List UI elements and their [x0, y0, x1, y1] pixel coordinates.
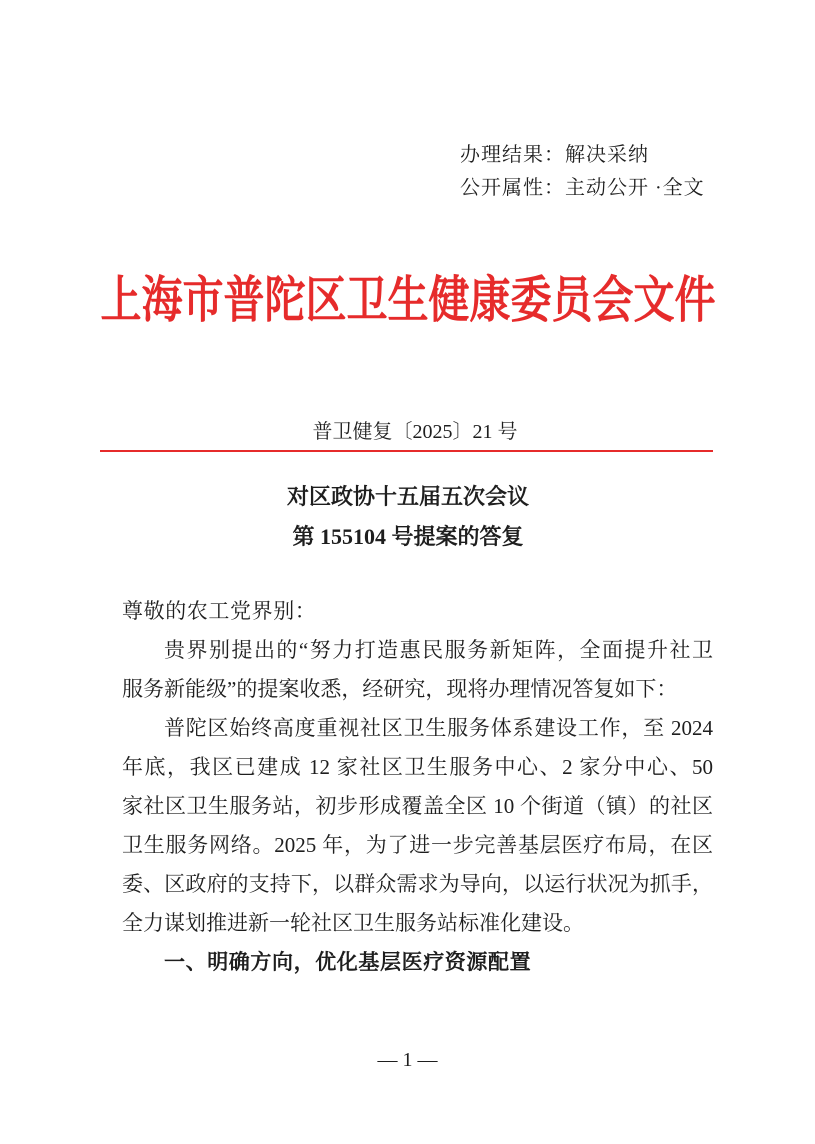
paragraph-2-line-4: 卫生服务网络。2025 年，为了进一步完善基层医疗布局，在区: [122, 833, 713, 857]
letterhead-red-divider: [100, 450, 713, 452]
disclosure-attribute-text: 公开属性：主动公开 ·全文: [460, 177, 705, 199]
subject-title-line-2: 第 155104 号提案的答复: [292, 524, 524, 549]
paragraph-2-line-1: 普陀区始终高度重视社区卫生服务体系建设工作，至 2024: [164, 716, 713, 740]
salutation: 尊敬的农工党界别：: [122, 599, 317, 623]
paragraph-1-line-1: 贵界别提出的“努力打造惠民服务新矩阵，全面提升社卫: [164, 638, 713, 662]
section-heading: 一、明确方向，优化基层医疗资源配置: [164, 950, 532, 974]
document-body: [122, 592, 713, 982]
paragraph-2-line-5: 委、区政府的支持下，以群众需求为导向，以运行状况为抓手，: [122, 872, 713, 896]
document-number: 普卫健复〔2025〕21 号: [312, 421, 518, 443]
paragraph-2-line-6: 全力谋划推进新一轮社区卫生服务站标准化建设。: [122, 911, 584, 935]
paragraph-2-line-3: 家社区卫生服务站，初步形成覆盖全区 10 个街道（镇）的社区: [122, 794, 713, 818]
page-number: — 1 —: [377, 1049, 438, 1071]
subject-title-line-1: 对区政协十五届五次会议: [286, 484, 529, 509]
paragraph-2-line-2: 年底，我区已建成 12 家社区卫生服务中心、2 家分中心、50: [122, 755, 713, 779]
handling-result-text: 办理结果：解决采纳: [460, 144, 649, 166]
paragraph-1-line-2: 服务新能级”的提案收悉，经研究，现将办理情况答复如下：: [122, 677, 678, 701]
letterhead-title: 上海市普陀区卫生健康委员会文件: [100, 271, 716, 329]
